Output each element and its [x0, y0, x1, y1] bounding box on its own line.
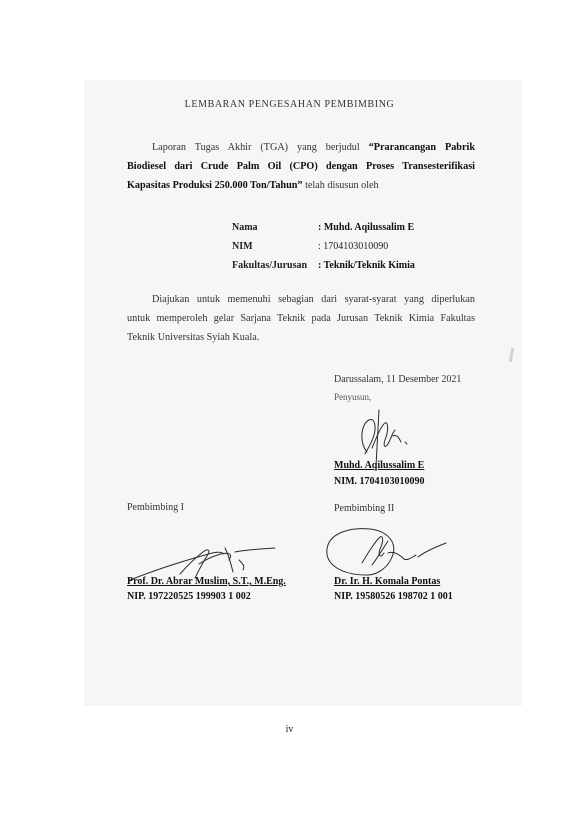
- supervisor1-name: Prof. Dr. Abrar Muslim, S.T., M.Eng.: [127, 576, 286, 587]
- author-signature: [345, 408, 425, 468]
- page-title: LEMBARAN PENGESAHAN PEMBIMBING: [184, 99, 395, 110]
- intro-line-1: Laporan Tugas Akhir (TGA) yang berjudul “Prarancangan Pabrik: [152, 142, 475, 153]
- student-name-row: Nama : Muhd. Aqilussalim E: [232, 222, 415, 233]
- supervisor1-role: Pembimbing I: [127, 502, 184, 513]
- purpose-line-1: Diajukan untuk memenuhi sebagian dari syarat-syarat yang diperlukan: [152, 294, 475, 305]
- author-nim: NIM. 1704103010090: [334, 476, 425, 487]
- supervisor2-signature: [322, 523, 452, 583]
- student-nim-row: NIM : 1704103010090: [232, 241, 389, 252]
- purpose-line-2: untuk memperoleh gelar Sarjana Teknik pada Jurusan Teknik Kimia Fakultas: [127, 313, 475, 324]
- supervisor2-name: Dr. Ir. H. Komala Pontas: [334, 576, 441, 587]
- purpose-paragraph: [127, 290, 475, 347]
- purpose-line-3: Teknik Universitas Syiah Kuala.: [127, 332, 260, 343]
- supervisor1-nip: NIP. 197220525 199903 1 002: [127, 591, 251, 602]
- supervisor2-role: Pembimbing II: [334, 503, 395, 514]
- supervisor2-nip: NIP. 19580526 198702 1 001: [334, 591, 453, 602]
- author-name: Muhd. Aqilussalim E: [334, 460, 425, 471]
- place-date: Darussalam, 11 Desember 2021: [334, 374, 462, 385]
- page-number: iv: [285, 724, 294, 735]
- intro-line-2: Biodiesel dari Crude Palm Oil (CPO) dengan Proses Transesterifikasi: [127, 161, 475, 172]
- student-faculty-row: Fakultas/Jurusan : Teknik/Teknik Kimia: [232, 260, 415, 271]
- intro-line-3: Kapasitas Produksi 250.000 Ton/Tahun” telah disusun oleh: [127, 180, 379, 191]
- intro-paragraph: [127, 138, 475, 195]
- author-role: Penyusun,: [334, 392, 372, 402]
